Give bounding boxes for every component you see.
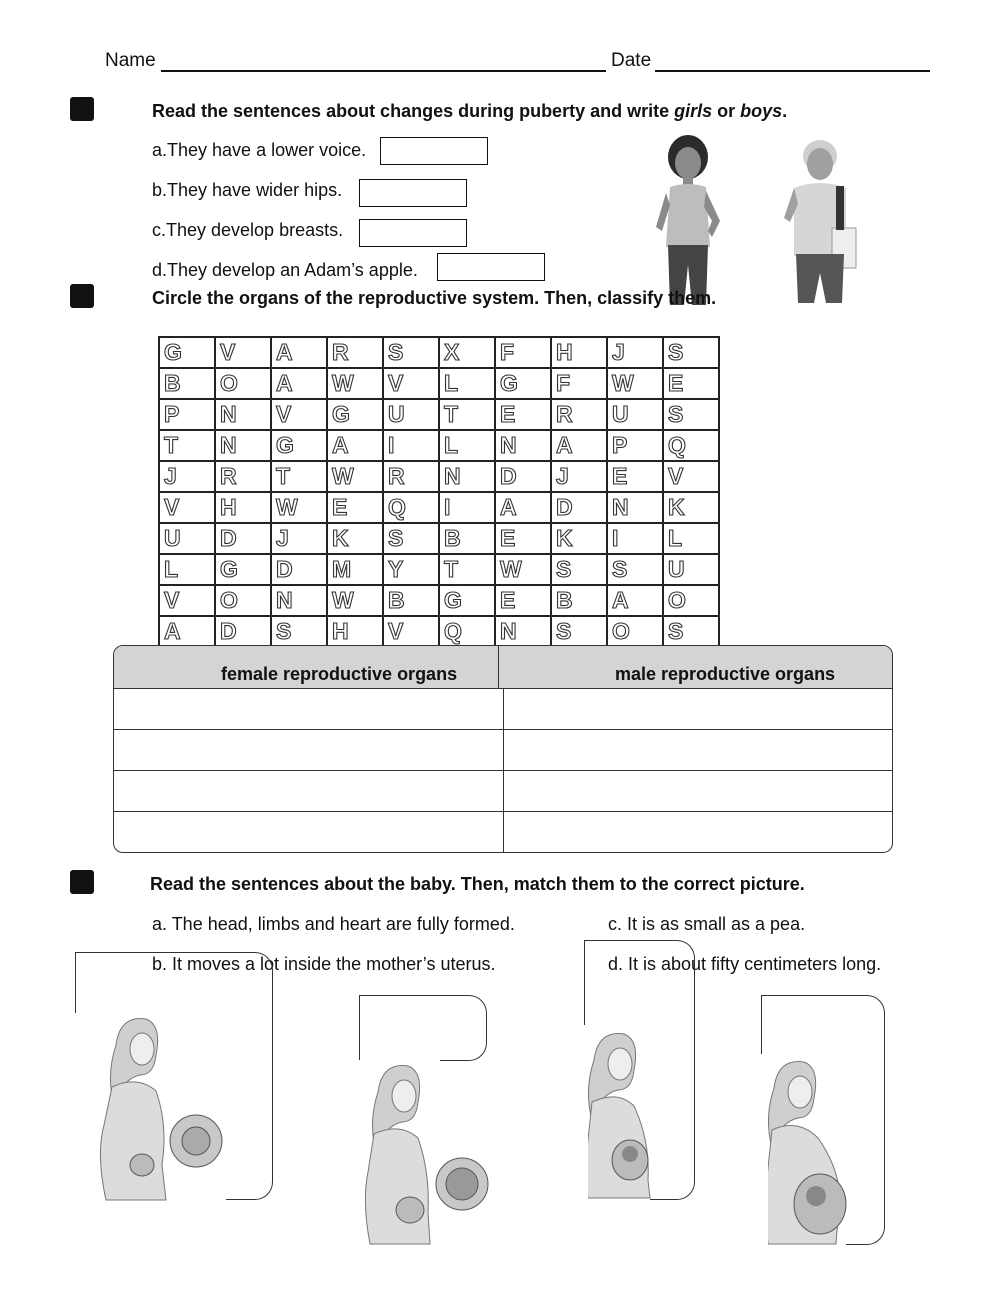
baby-sentence-c: c. It is as small as a pea. (608, 914, 806, 934)
grid-cell[interactable]: E (607, 461, 663, 492)
sentence-d: d.They develop an Adam’s apple. (152, 260, 418, 280)
grid-cell[interactable]: W (327, 368, 383, 399)
boy-photo (780, 138, 860, 303)
pregnancy-illustration-3[interactable] (588, 1030, 678, 1200)
sentence-b: b.They have wider hips. (152, 180, 343, 200)
pregnancy-illustration-2[interactable] (364, 1062, 494, 1248)
girl-photo (648, 135, 728, 305)
grid-cell[interactable]: J (271, 523, 327, 554)
grid-cell[interactable]: A (271, 368, 327, 399)
grid-cell[interactable]: S (663, 337, 719, 368)
grid-cell[interactable]: M (327, 554, 383, 585)
grid-cell[interactable]: P (607, 430, 663, 461)
grid-cell[interactable]: G (495, 368, 551, 399)
male-answer-cell[interactable] (504, 771, 893, 811)
grid-cell[interactable]: V (159, 585, 215, 616)
grid-cell[interactable]: U (607, 399, 663, 430)
grid-row (159, 523, 719, 554)
grid-cell[interactable]: V (663, 461, 719, 492)
grid-cell[interactable]: Q (383, 492, 439, 523)
section-3-bullet (70, 870, 94, 894)
section-2-instruction: Circle the organs of the reproductive system. Then, classify them. (152, 288, 717, 308)
female-answer-cell[interactable] (114, 730, 504, 770)
grid-cell[interactable]: A (551, 430, 607, 461)
female-answer-cell[interactable] (114, 771, 504, 811)
classification-table (113, 645, 893, 853)
grid-cell[interactable]: S (551, 554, 607, 585)
answer-box-d[interactable] (437, 253, 545, 281)
grid-cell[interactable]: E (327, 492, 383, 523)
date-input-line[interactable] (655, 70, 930, 72)
grid-cell[interactable]: R (551, 399, 607, 430)
grid-cell[interactable]: N (215, 399, 271, 430)
grid-row (159, 492, 719, 523)
grid-cell[interactable]: Y (383, 554, 439, 585)
male-answer-cell[interactable] (504, 689, 893, 729)
grid-cell[interactable]: Q (663, 430, 719, 461)
grid-cell[interactable]: G (439, 585, 495, 616)
answer-box-c[interactable] (359, 219, 467, 247)
grid-cell[interactable]: D (495, 461, 551, 492)
grid-cell[interactable]: V (271, 399, 327, 430)
grid-row (159, 585, 719, 616)
grid-cell[interactable]: H (215, 492, 271, 523)
grid-cell[interactable]: J (607, 337, 663, 368)
baby-sentence-b: b. It moves a lot inside the mother’s uterus. (152, 954, 496, 974)
grid-cell[interactable]: W (495, 554, 551, 585)
grid-cell[interactable]: G (159, 337, 215, 368)
drop-zone-2[interactable] (440, 995, 487, 1061)
grid-cell[interactable]: I (607, 523, 663, 554)
grid-cell[interactable]: X (439, 337, 495, 368)
grid-cell[interactable]: O (215, 368, 271, 399)
grid-cell[interactable]: A (271, 337, 327, 368)
drop-zone-1[interactable] (226, 952, 273, 1200)
grid-cell[interactable]: G (215, 554, 271, 585)
grid-cell[interactable]: W (271, 492, 327, 523)
grid-row (159, 430, 719, 461)
grid-cell[interactable]: T (439, 399, 495, 430)
grid-cell[interactable]: S (551, 616, 607, 647)
grid-cell[interactable]: S (663, 399, 719, 430)
grid-cell[interactable]: D (215, 616, 271, 647)
grid-row (159, 461, 719, 492)
grid-cell[interactable]: B (159, 368, 215, 399)
grid-row (159, 368, 719, 399)
grid-cell[interactable]: T (439, 554, 495, 585)
word-search-grid (158, 336, 720, 648)
grid-cell[interactable]: I (383, 430, 439, 461)
grid-cell[interactable]: K (327, 523, 383, 554)
grid-cell[interactable]: U (383, 399, 439, 430)
grid-cell[interactable]: S (383, 523, 439, 554)
classification-header (114, 646, 892, 689)
male-answer-cell[interactable] (504, 730, 893, 770)
grid-cell[interactable]: E (495, 523, 551, 554)
grid-cell[interactable]: A (159, 616, 215, 647)
grid-cell[interactable]: B (551, 585, 607, 616)
grid-cell[interactable]: D (271, 554, 327, 585)
date-label: Date (611, 50, 652, 71)
grid-cell[interactable]: H (551, 337, 607, 368)
grid-cell[interactable]: A (495, 492, 551, 523)
section-1-bullet (70, 97, 94, 121)
grid-cell[interactable]: W (327, 585, 383, 616)
grid-cell[interactable]: B (383, 585, 439, 616)
grid-cell[interactable]: T (159, 430, 215, 461)
grid-cell[interactable]: N (607, 492, 663, 523)
grid-cell[interactable]: U (159, 523, 215, 554)
grid-cell[interactable]: N (439, 461, 495, 492)
sentence-a: a.They have a lower voice. (152, 140, 367, 160)
grid-cell[interactable]: Q (439, 616, 495, 647)
baby-sentence-a: a. The head, limbs and heart are fully formed. (152, 914, 515, 934)
male-organs-header: male reproductive organs (615, 664, 836, 684)
grid-cell[interactable]: H (327, 616, 383, 647)
answer-box-b[interactable] (359, 179, 467, 207)
table-row (114, 771, 892, 812)
grid-row (159, 554, 719, 585)
grid-cell[interactable]: S (383, 337, 439, 368)
grid-cell[interactable]: O (607, 616, 663, 647)
grid-cell[interactable]: L (439, 430, 495, 461)
grid-cell[interactable]: S (271, 616, 327, 647)
grid-cell[interactable]: R (327, 337, 383, 368)
grid-cell[interactable]: O (215, 585, 271, 616)
male-answer-cell[interactable] (504, 812, 893, 852)
pregnancy-illustration-4[interactable] (768, 1058, 858, 1246)
grid-cell[interactable]: V (159, 492, 215, 523)
grid-cell[interactable]: E (663, 368, 719, 399)
female-organs-header: female reproductive organs (114, 646, 499, 688)
grid-row (159, 616, 719, 647)
grid-cell[interactable]: S (607, 554, 663, 585)
answer-box-a[interactable] (380, 137, 488, 165)
grid-cell[interactable]: E (495, 399, 551, 430)
grid-cell[interactable]: J (551, 461, 607, 492)
grid-cell[interactable]: V (215, 337, 271, 368)
table-row (114, 812, 892, 852)
grid-cell[interactable]: L (439, 368, 495, 399)
name-label: Name (105, 50, 156, 71)
grid-cell[interactable]: L (159, 554, 215, 585)
table-row (114, 730, 892, 771)
grid-cell[interactable]: W (607, 368, 663, 399)
female-answer-cell[interactable] (114, 689, 504, 729)
grid-cell[interactable]: F (551, 368, 607, 399)
grid-cell[interactable]: U (663, 554, 719, 585)
grid-row (159, 337, 719, 368)
grid-cell[interactable]: N (495, 430, 551, 461)
grid-cell[interactable]: W (327, 461, 383, 492)
grid-cell[interactable]: V (383, 368, 439, 399)
grid-cell[interactable]: T (271, 461, 327, 492)
grid-cell[interactable]: A (607, 585, 663, 616)
grid-cell[interactable]: E (495, 585, 551, 616)
baby-sentence-d: d. It is about fifty centimeters long. (608, 954, 882, 974)
sentence-c: c.They develop breasts. (152, 220, 344, 240)
grid-cell[interactable]: N (215, 430, 271, 461)
grid-cell[interactable]: N (271, 585, 327, 616)
grid-cell[interactable]: A (327, 430, 383, 461)
grid-cell[interactable]: V (383, 616, 439, 647)
grid-cell[interactable]: I (439, 492, 495, 523)
grid-cell[interactable]: P (159, 399, 215, 430)
section-1-instruction: Read the sentences about changes during puberty and write girls or boys. (152, 101, 788, 121)
grid-cell[interactable]: D (551, 492, 607, 523)
grid-cell[interactable]: K (551, 523, 607, 554)
grid-cell[interactable]: S (663, 616, 719, 647)
female-answer-cell[interactable] (114, 812, 504, 852)
table-row (114, 689, 892, 730)
grid-cell[interactable]: K (663, 492, 719, 523)
grid-cell[interactable]: G (271, 430, 327, 461)
grid-cell[interactable]: L (663, 523, 719, 554)
grid-cell[interactable]: R (383, 461, 439, 492)
grid-cell[interactable]: O (663, 585, 719, 616)
grid-cell[interactable]: G (327, 399, 383, 430)
pregnancy-illustration-1[interactable] (96, 1015, 226, 1205)
grid-cell[interactable]: B (439, 523, 495, 554)
grid-cell[interactable]: F (495, 337, 551, 368)
section-3-instruction: Read the sentences about the baby. Then, match them to the correct picture. (150, 874, 805, 894)
section-2-bullet (70, 284, 94, 308)
grid-cell[interactable]: D (215, 523, 271, 554)
name-input-line[interactable] (161, 70, 606, 72)
grid-cell[interactable]: R (215, 461, 271, 492)
grid-cell[interactable]: J (159, 461, 215, 492)
drop-zone-4-top (761, 995, 852, 1054)
grid-cell[interactable]: N (495, 616, 551, 647)
grid-row (159, 399, 719, 430)
